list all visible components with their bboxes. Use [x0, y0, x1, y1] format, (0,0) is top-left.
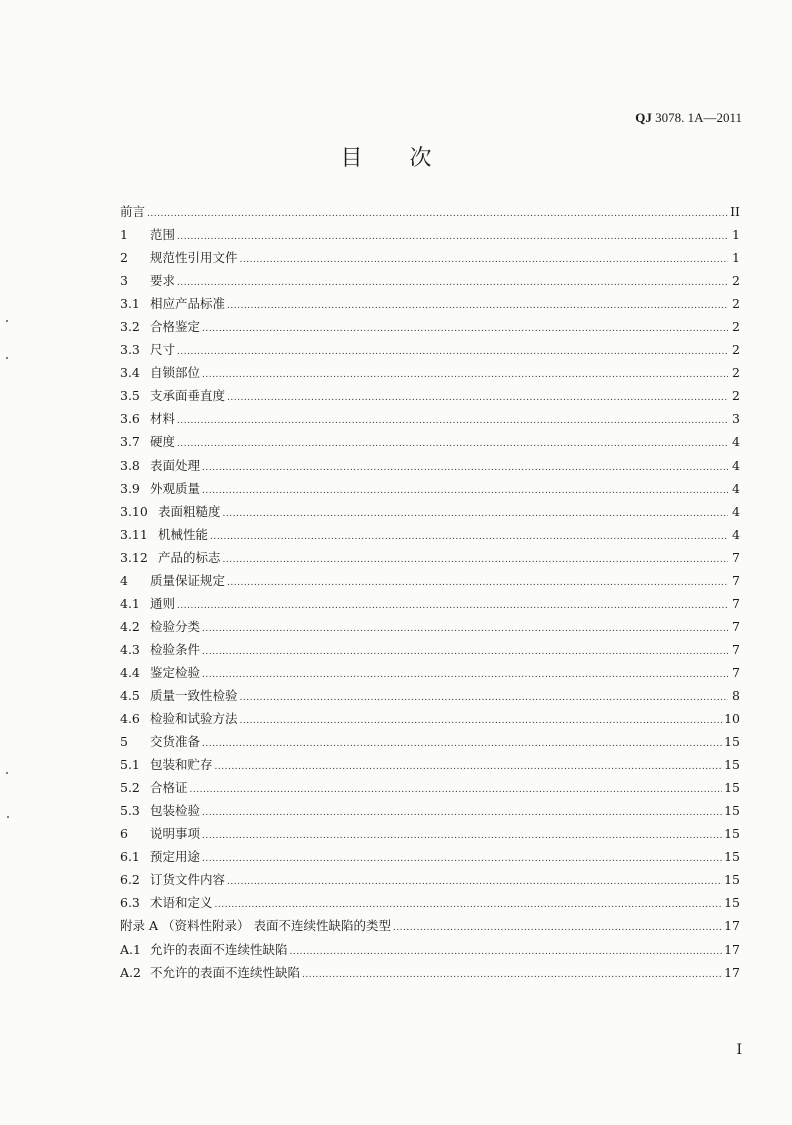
toc-entry-label: 检验和试验方法 — [150, 711, 238, 727]
toc-leader-dots — [202, 647, 728, 657]
toc-entry-number: 2 — [120, 250, 128, 266]
toc-entry-label: 自锁部位 — [150, 365, 201, 381]
toc-entry-number: 3.3 — [120, 342, 140, 358]
scan-speck — [6, 320, 8, 322]
toc-entry-label: 质量一致性检验 — [150, 687, 238, 703]
toc-entry-page: 2 — [732, 365, 740, 381]
toc-entry-label: 外观质量 — [150, 480, 201, 496]
toc-entry-label: 检验分类 — [150, 618, 201, 634]
toc-entry-label: 包装检验 — [150, 803, 201, 819]
toc-entry-label: 不允许的表面不连续性缺陷 — [150, 964, 301, 980]
toc-entry-page: 7 — [732, 641, 740, 657]
toc-entry-page: 7 — [732, 664, 740, 680]
toc-entry-number: 4 — [120, 572, 128, 588]
toc-entry-number: 3.10 — [120, 503, 148, 519]
toc-entry — [120, 340, 740, 363]
toc-entry-number: 3.1 — [120, 296, 140, 312]
toc-entry — [120, 456, 740, 479]
toc-entry-page: 2 — [732, 342, 740, 358]
toc-entry — [120, 248, 740, 271]
toc-entry-label: 术语和定义 — [150, 895, 213, 911]
document-code — [635, 110, 742, 126]
toc-entry-number: 4.6 — [120, 711, 140, 727]
toc-entry — [120, 317, 740, 340]
toc-entry-number: 6.3 — [120, 895, 140, 911]
toc-leader-dots — [202, 831, 722, 841]
toc-entry-page: 2 — [732, 273, 740, 289]
toc-entry-number: 5 — [120, 734, 128, 750]
toc-entry-page: 2 — [732, 296, 740, 312]
toc-leader-dots — [202, 370, 728, 380]
toc-leader-dots — [177, 601, 728, 611]
toc-entry-number: 3.6 — [120, 411, 140, 427]
toc-entry-label: 订货文件内容 — [150, 872, 226, 888]
toc-entry-label: 合格证 — [150, 780, 188, 796]
toc-leader-dots — [290, 947, 723, 957]
toc-entry-page: 7 — [732, 572, 740, 588]
toc-leader-dots — [177, 278, 728, 288]
toc-leader-dots — [177, 416, 728, 426]
toc-entry — [120, 963, 740, 986]
toc-entry-page: 7 — [732, 618, 740, 634]
standard-prefix: QJ — [635, 110, 652, 125]
toc-leader-dots — [227, 578, 728, 588]
toc-entry-number: 5.3 — [120, 803, 140, 819]
toc-entry-page: 7 — [732, 595, 740, 611]
toc-leader-dots — [177, 439, 728, 449]
toc-leader-dots — [227, 877, 722, 887]
toc-entry-label: 包装和贮存 — [150, 757, 213, 773]
toc-entry-number: 4.5 — [120, 687, 140, 703]
toc-entry-label: 质量保证规定 — [150, 572, 226, 588]
toc-entry-page: 8 — [732, 687, 740, 703]
toc-entry — [120, 824, 740, 847]
toc-leader-dots — [202, 463, 728, 473]
toc-entry — [120, 386, 740, 409]
toc-entry — [120, 870, 740, 893]
toc-leader-dots — [202, 486, 728, 496]
toc-entry — [120, 594, 740, 617]
toc-entry-label: 表面粗糙度 — [158, 503, 221, 519]
toc-entry — [120, 409, 740, 432]
toc-leader-dots — [202, 324, 728, 334]
toc-entry-label: 通则 — [150, 595, 176, 611]
toc-entry-page: 7 — [732, 549, 740, 565]
toc-entry-page: 15 — [724, 826, 740, 842]
toc-leader-dots — [227, 393, 728, 403]
toc-entry — [120, 940, 740, 963]
toc-leader-dots — [202, 808, 722, 818]
toc-entry-page: 1 — [732, 250, 740, 266]
toc-entry-label: 范围 — [150, 227, 176, 243]
toc-entry-number: 4.1 — [120, 595, 140, 611]
toc-entry-label: 合格鉴定 — [150, 319, 201, 335]
toc-entry — [120, 640, 740, 663]
toc-entry — [120, 479, 740, 502]
toc-entry — [120, 225, 740, 248]
toc-entry-number: 5.1 — [120, 757, 140, 773]
toc-entry-label: 规范性引用文件 — [150, 250, 238, 266]
toc-entry — [120, 363, 740, 386]
toc-leader-dots — [240, 693, 728, 703]
toc-entry-page: 15 — [724, 734, 740, 750]
standard-number: 3078. 1A—2011 — [655, 110, 742, 125]
toc-entry-label: 要求 — [150, 273, 176, 289]
toc-entry-number: 3.11 — [120, 526, 148, 542]
toc-leader-dots — [223, 555, 728, 565]
toc-entry — [120, 709, 740, 732]
toc-entry-page: 4 — [732, 457, 740, 473]
toc-entry-number: 3.4 — [120, 365, 140, 381]
toc-entry-label: 检验条件 — [150, 641, 201, 657]
toc-leader-dots — [202, 854, 722, 864]
toc-entry-page: 15 — [724, 757, 740, 773]
toc-entry-number: 3.2 — [120, 319, 140, 335]
toc-entry-label: 机械性能 — [158, 526, 209, 542]
toc-entry-label: 前言 — [120, 204, 146, 219]
toc-leader-dots — [240, 716, 723, 726]
toc-entry-label: 交货准备 — [150, 734, 201, 750]
toc-entry-page: 2 — [732, 388, 740, 404]
toc-entry-page: 15 — [724, 849, 740, 865]
toc-entry — [120, 271, 740, 294]
toc-entry-label: 表面处理 — [150, 457, 201, 473]
toc-entry-number: A.2 — [120, 964, 141, 980]
toc-leader-dots — [227, 301, 728, 311]
toc-leader-dots — [202, 739, 722, 749]
toc-entry-number: 1 — [120, 227, 128, 243]
toc-entry-number: 3.7 — [120, 434, 140, 450]
toc-entry-label: 相应产品标准 — [150, 296, 226, 312]
toc-entry-label: 说明事项 — [150, 826, 201, 842]
toc-entry — [120, 502, 740, 525]
toc-entry-page: 4 — [732, 434, 740, 450]
toc-entry-label: 预定用途 — [150, 849, 201, 865]
toc-leader-dots — [147, 209, 728, 219]
toc-entry-page: 17 — [724, 964, 740, 980]
toc-entry-page: 10 — [724, 711, 740, 727]
toc-leader-dots — [215, 900, 723, 910]
toc-entry — [120, 571, 740, 594]
toc-entry-number: 4.2 — [120, 618, 140, 634]
toc-entry-page: 2 — [732, 319, 740, 335]
toc-entry-page: 17 — [724, 918, 740, 934]
toc-entry-page: 15 — [724, 895, 740, 911]
toc-entry-label: 支承面垂直度 — [150, 388, 226, 404]
scan-speck — [6, 357, 8, 359]
toc-entry-page: 17 — [724, 941, 740, 957]
toc-entry-page: 4 — [732, 526, 740, 542]
toc-title: 目 次 — [340, 146, 452, 171]
toc-entry-page: 1 — [732, 227, 740, 243]
page-number: I — [736, 1042, 742, 1058]
toc-entry-label: 鉴定检验 — [150, 664, 201, 680]
toc-entry — [120, 663, 740, 686]
toc-entry-number: A.1 — [120, 941, 141, 957]
table-of-contents — [120, 202, 740, 986]
toc-entry — [120, 916, 740, 939]
toc-entry-number: 5.2 — [120, 780, 140, 796]
toc-entry — [120, 847, 740, 870]
toc-entry — [120, 778, 740, 801]
toc-leader-dots — [215, 762, 723, 772]
toc-entry-page: II — [730, 204, 740, 219]
toc-entry-number: 3.9 — [120, 480, 140, 496]
toc-leader-dots — [393, 923, 722, 933]
toc-entry-page: 15 — [724, 872, 740, 888]
toc-entry — [120, 548, 740, 571]
toc-entry-number: 4.3 — [120, 641, 140, 657]
toc-entry-number: 6 — [120, 826, 128, 842]
toc-leader-dots — [210, 532, 728, 542]
toc-entry — [120, 202, 740, 225]
toc-entry-label: 尺寸 — [150, 342, 176, 358]
toc-entry-label: 附录 A （资料性附录） 表面不连续性缺陷的类型 — [120, 918, 391, 934]
toc-entry-page: 4 — [732, 480, 740, 496]
scan-speck — [6, 772, 8, 774]
toc-entry — [120, 893, 740, 916]
toc-entry — [120, 801, 740, 824]
toc-entry — [120, 732, 740, 755]
toc-entry-label: 产品的标志 — [158, 549, 221, 565]
toc-entry — [120, 617, 740, 640]
toc-entry — [120, 686, 740, 709]
toc-leader-dots — [240, 255, 728, 265]
toc-entry-number: 6.1 — [120, 849, 140, 865]
toc-entry-page: 4 — [732, 503, 740, 519]
toc-entry-label: 允许的表面不连续性缺陷 — [150, 941, 288, 957]
toc-entry — [120, 294, 740, 317]
toc-entry-number: 3 — [120, 273, 128, 289]
toc-entry — [120, 432, 740, 455]
toc-leader-dots — [223, 509, 728, 519]
toc-entry-label: 材料 — [150, 411, 176, 427]
toc-entry-number: 3.12 — [120, 549, 148, 565]
toc-entry-number: 4.4 — [120, 664, 140, 680]
toc-entry-page: 15 — [724, 803, 740, 819]
toc-leader-dots — [177, 232, 728, 242]
toc-leader-dots — [302, 970, 722, 980]
toc-leader-dots — [202, 624, 728, 634]
toc-entry-number: 3.8 — [120, 457, 140, 473]
toc-leader-dots — [177, 347, 728, 357]
toc-entry-number: 3.5 — [120, 388, 140, 404]
toc-entry — [120, 755, 740, 778]
toc-entry-label: 硬度 — [150, 434, 176, 450]
toc-leader-dots — [202, 670, 728, 680]
toc-entry-page: 3 — [732, 411, 740, 427]
toc-leader-dots — [190, 785, 723, 795]
scan-speck — [7, 816, 9, 818]
toc-entry-number: 6.2 — [120, 872, 140, 888]
toc-entry — [120, 525, 740, 548]
toc-entry-page: 15 — [724, 780, 740, 796]
